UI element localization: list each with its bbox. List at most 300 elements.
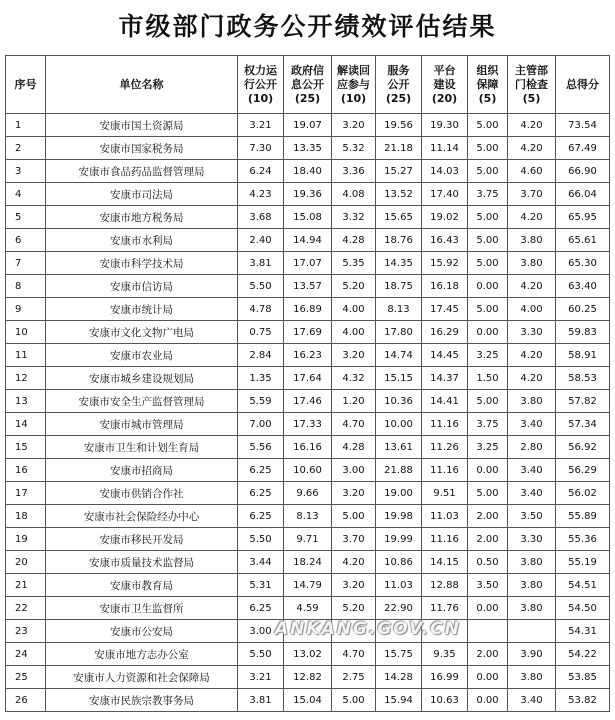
col-power-cell: 2.84 [238, 344, 284, 367]
col-platform-cell: 19.30 [422, 114, 468, 137]
col-total-cell: 54.22 [556, 643, 610, 666]
col-support-cell: 0.00 [468, 459, 508, 482]
col-support-cell: 2.00 [468, 643, 508, 666]
col-index-header [6, 56, 46, 114]
col-power-cell: 3.21 [238, 114, 284, 137]
table-row [6, 298, 610, 321]
table-row [6, 482, 610, 505]
col-support-cell: 5.00 [468, 390, 508, 413]
table-row [6, 137, 610, 160]
col-index-cell: 14 [6, 413, 46, 436]
col-inspection-cell: 3.80 [508, 666, 556, 689]
col-inspection-cell: 3.70 [508, 183, 556, 206]
col-platform-cell: 16.99 [422, 666, 468, 689]
col-unit-name-header [46, 56, 238, 114]
col-support-cell: 5.00 [468, 160, 508, 183]
col-index-cell: 22 [6, 597, 46, 620]
col-unit-name-cell: 安康市卫生监督所 [46, 597, 238, 620]
col-support-cell: 0.00 [468, 689, 508, 712]
col-interpret-cell: 4.70 [332, 413, 376, 436]
col-index-cell: 18 [6, 505, 46, 528]
col-total-cell: 54.51 [556, 574, 610, 597]
col-info-cell: 17.33 [284, 413, 332, 436]
header-line: 序号 [14, 77, 37, 91]
col-info-cell: 10.60 [284, 459, 332, 482]
col-info-cell: 13.57 [284, 275, 332, 298]
col-unit-name-cell: 安康市卫生和计划生育局 [46, 436, 238, 459]
col-power-cell: 7.30 [238, 137, 284, 160]
col-power-cell: 3.21 [238, 666, 284, 689]
col-support-cell: 5.00 [468, 252, 508, 275]
col-service-cell: 19.98 [376, 505, 422, 528]
col-interpret-cell: 5.20 [332, 597, 376, 620]
header-line: 公开 [387, 77, 410, 91]
col-power-cell: 7.00 [238, 413, 284, 436]
col-platform-cell: 16.18 [422, 275, 468, 298]
col-total-cell: 58.53 [556, 367, 610, 390]
col-support-cell: 5.00 [468, 229, 508, 252]
col-interpret-cell: 3.36 [332, 160, 376, 183]
table-row [6, 574, 610, 597]
col-service-cell: 15.65 [376, 206, 422, 229]
header-line: 政府信 [291, 63, 324, 77]
col-info-cell: 8.13 [284, 505, 332, 528]
col-total-cell: 55.19 [556, 551, 610, 574]
col-index-cell: 17 [6, 482, 46, 505]
col-support-cell: 0.00 [468, 275, 508, 298]
col-platform-cell: 11.14 [422, 137, 468, 160]
col-support-cell: 5.00 [468, 298, 508, 321]
header-line: (25) [385, 91, 412, 105]
col-index-cell: 2 [6, 137, 46, 160]
col-interpret-cell: 4.28 [332, 229, 376, 252]
col-total-cell: 58.91 [556, 344, 610, 367]
col-total-header [556, 56, 610, 114]
col-unit-name-cell: 安康市安全生产监督管理局 [46, 390, 238, 413]
table-row [6, 367, 610, 390]
col-power-cell: 3.68 [238, 206, 284, 229]
table-header [6, 56, 610, 114]
col-interpret-cell: 1.20 [332, 390, 376, 413]
col-index-cell: 6 [6, 229, 46, 252]
col-inspection-cell: 3.80 [508, 390, 556, 413]
col-total-cell: 55.89 [556, 505, 610, 528]
col-total-cell: 53.85 [556, 666, 610, 689]
col-inspection-cell: 3.90 [508, 643, 556, 666]
page-title: 市级部门政务公开绩效评估结果 [118, 12, 497, 41]
col-support-cell: 0.50 [468, 551, 508, 574]
col-platform-cell: 16.43 [422, 229, 468, 252]
col-platform-cell: 11.16 [422, 459, 468, 482]
col-service-cell: 22.90 [376, 597, 422, 620]
col-inspection-cell: 3.30 [508, 528, 556, 551]
col-total-cell: 55.36 [556, 528, 610, 551]
col-info-cell: 9.66 [284, 482, 332, 505]
header-line: 组织 [476, 63, 499, 77]
col-info-cell: 9.71 [284, 528, 332, 551]
col-info-cell: 16.89 [284, 298, 332, 321]
col-index-cell: 5 [6, 206, 46, 229]
col-unit-name-cell: 安康市地方志办公室 [46, 643, 238, 666]
results-table [5, 55, 610, 712]
col-index-cell: 13 [6, 390, 46, 413]
header-line: 息公开 [291, 77, 324, 91]
col-service-cell: 21.88 [376, 459, 422, 482]
col-unit-name-cell: 安康市城乡建设规划局 [46, 367, 238, 390]
header-line: 权力运 [244, 63, 277, 77]
col-index-cell: 11 [6, 344, 46, 367]
col-power-cell: 6.25 [238, 482, 284, 505]
col-info-cell: 12.82 [284, 666, 332, 689]
table-row [6, 689, 610, 712]
col-inspection-cell: 4.60 [508, 160, 556, 183]
col-unit-name-cell: 安康市人力资源和社会保障局 [46, 666, 238, 689]
col-total-cell: 65.61 [556, 229, 610, 252]
col-index-cell: 15 [6, 436, 46, 459]
col-service-cell: 19.56 [376, 114, 422, 137]
col-inspection-header [508, 56, 556, 114]
col-index-cell: 26 [6, 689, 46, 712]
col-index-cell: 1 [6, 114, 46, 137]
col-inspection-cell: 3.40 [508, 482, 556, 505]
col-inspection-cell [508, 620, 556, 643]
col-total-cell: 56.29 [556, 459, 610, 482]
col-unit-name-cell: 安康市质量技术监督局 [46, 551, 238, 574]
col-unit-name-cell: 安康市供销合作社 [46, 482, 238, 505]
col-support-cell: 0.00 [468, 321, 508, 344]
col-unit-name-cell: 安康市公安局 [46, 620, 238, 643]
table-row [6, 459, 610, 482]
col-support-cell: 3.25 [468, 436, 508, 459]
col-interpret-cell: 2.75 [332, 666, 376, 689]
col-inspection-cell: 4.20 [508, 275, 556, 298]
table-row [6, 551, 610, 574]
col-support-cell [468, 620, 508, 643]
table-row [6, 160, 610, 183]
col-unit-name-cell: 安康市城市管理局 [46, 413, 238, 436]
col-info-cell: 16.16 [284, 436, 332, 459]
col-unit-name-cell: 安康市水利局 [46, 229, 238, 252]
col-info-cell: 13.02 [284, 643, 332, 666]
col-support-cell: 3.75 [468, 183, 508, 206]
col-info-cell: 14.94 [284, 229, 332, 252]
table-row [6, 275, 610, 298]
col-interpret-cell: 4.32 [332, 367, 376, 390]
table-row [6, 206, 610, 229]
col-service-cell: 17.80 [376, 321, 422, 344]
col-total-cell: 57.34 [556, 413, 610, 436]
header-line: (10) [247, 91, 274, 105]
col-total-cell: 66.90 [556, 160, 610, 183]
col-interpret-cell: 5.00 [332, 689, 376, 712]
col-inspection-cell: 3.40 [508, 459, 556, 482]
col-inspection-cell: 4.20 [508, 137, 556, 160]
col-inspection-cell: 4.00 [508, 298, 556, 321]
col-support-cell: 2.00 [468, 505, 508, 528]
table-row [6, 643, 610, 666]
col-index-cell: 9 [6, 298, 46, 321]
col-platform-header [422, 56, 468, 114]
col-platform-cell: 16.29 [422, 321, 468, 344]
col-interpret-cell: 4.70 [332, 643, 376, 666]
col-inspection-cell: 4.20 [508, 344, 556, 367]
col-info-cell: 19.07 [284, 114, 332, 137]
col-power-cell: 5.50 [238, 643, 284, 666]
col-platform-cell: 11.76 [422, 597, 468, 620]
header-line: (20) [431, 91, 458, 105]
col-interpret-cell: 3.20 [332, 574, 376, 597]
col-unit-name-cell: 安康市食品药品监督管理局 [46, 160, 238, 183]
col-platform-cell: 15.92 [422, 252, 468, 275]
col-service-cell: 19.99 [376, 528, 422, 551]
col-support-cell: 2.00 [468, 528, 508, 551]
col-power-header [238, 56, 284, 114]
col-support-cell: 3.50 [468, 574, 508, 597]
col-service-cell: 21.18 [376, 137, 422, 160]
col-interpret-cell: 5.32 [332, 137, 376, 160]
col-total-cell: 54.50 [556, 597, 610, 620]
col-index-cell: 25 [6, 666, 46, 689]
col-interpret-cell: 4.08 [332, 183, 376, 206]
header-line: 保障 [476, 77, 499, 91]
table-row [6, 597, 610, 620]
table-row [6, 183, 610, 206]
col-power-cell: 5.59 [238, 390, 284, 413]
col-service-cell: 13.52 [376, 183, 422, 206]
col-platform-cell: 11.03 [422, 505, 468, 528]
col-info-cell: 15.08 [284, 206, 332, 229]
col-interpret-cell: 3.32 [332, 206, 376, 229]
col-index-cell: 4 [6, 183, 46, 206]
col-info-cell: 18.40 [284, 160, 332, 183]
col-platform-cell: 11.16 [422, 528, 468, 551]
col-power-cell: 3.81 [238, 252, 284, 275]
col-interpret-cell: 4.28 [332, 436, 376, 459]
header-line: (10) [340, 91, 367, 105]
col-index-cell: 24 [6, 643, 46, 666]
col-interpret-cell: 4.00 [332, 298, 376, 321]
col-info-cell: 17.46 [284, 390, 332, 413]
col-interpret-cell: 5.00 [332, 505, 376, 528]
header-line: 门检查 [515, 77, 548, 91]
header-line: 平台 [433, 63, 456, 77]
col-info-cell: 17.64 [284, 367, 332, 390]
col-service-cell: 15.15 [376, 367, 422, 390]
col-service-cell: 14.28 [376, 666, 422, 689]
col-unit-name-cell: 安康市招商局 [46, 459, 238, 482]
col-unit-name-cell: 安康市移民开发局 [46, 528, 238, 551]
col-service-cell: 10.86 [376, 551, 422, 574]
col-inspection-cell: 3.40 [508, 413, 556, 436]
col-total-cell: 65.30 [556, 252, 610, 275]
col-platform-cell: 14.03 [422, 160, 468, 183]
col-interpret-cell: 3.00 [332, 459, 376, 482]
col-info-cell: 18.24 [284, 551, 332, 574]
col-power-cell: 6.25 [238, 597, 284, 620]
col-power-cell: 2.40 [238, 229, 284, 252]
header-line: 行公开 [244, 77, 277, 91]
col-total-cell: 67.49 [556, 137, 610, 160]
col-total-cell: 54.31 [556, 620, 610, 643]
col-service-cell: 14.74 [376, 344, 422, 367]
col-power-cell: 5.31 [238, 574, 284, 597]
col-power-cell: 5.50 [238, 528, 284, 551]
col-platform-cell: 14.45 [422, 344, 468, 367]
header-line: (25) [294, 91, 321, 105]
col-info-cell: 15.04 [284, 689, 332, 712]
table-row [6, 252, 610, 275]
col-inspection-cell: 4.20 [508, 367, 556, 390]
table-row [6, 436, 610, 459]
col-interpret-cell: 3.20 [332, 114, 376, 137]
col-inspection-cell: 3.30 [508, 321, 556, 344]
col-platform-cell: 14.37 [422, 367, 468, 390]
col-unit-name-cell: 安康市国家税务局 [46, 137, 238, 160]
col-service-cell: 19.00 [376, 482, 422, 505]
col-unit-name-cell: 安康市国土资源局 [46, 114, 238, 137]
col-support-cell: 0.00 [468, 597, 508, 620]
col-power-cell: 4.78 [238, 298, 284, 321]
col-service-cell: 18.76 [376, 229, 422, 252]
header-line: 服务 [387, 63, 410, 77]
col-service-cell: 13.61 [376, 436, 422, 459]
col-info-cell: 16.23 [284, 344, 332, 367]
col-support-cell: 3.75 [468, 413, 508, 436]
col-total-cell: 59.83 [556, 321, 610, 344]
header-line: 建设 [433, 77, 456, 91]
table-row [6, 114, 610, 137]
col-interpret-cell: 4.20 [332, 551, 376, 574]
col-platform-cell: 19.02 [422, 206, 468, 229]
col-inspection-cell: 4.20 [508, 114, 556, 137]
col-power-cell: 6.24 [238, 160, 284, 183]
col-info-cell: 17.69 [284, 321, 332, 344]
col-info-cell: 14.79 [284, 574, 332, 597]
col-platform-cell: 11.16 [422, 413, 468, 436]
col-power-cell: 3.00 [238, 620, 284, 643]
col-platform-cell: 12.88 [422, 574, 468, 597]
col-info-cell: 4.59 [284, 597, 332, 620]
col-inspection-cell: 2.80 [508, 436, 556, 459]
col-power-cell: 0.75 [238, 321, 284, 344]
col-platform-cell: 17.45 [422, 298, 468, 321]
col-info-header [284, 56, 332, 114]
col-index-cell: 19 [6, 528, 46, 551]
col-support-cell: 5.00 [468, 114, 508, 137]
col-interpret-cell: 5.20 [332, 275, 376, 298]
col-inspection-cell: 3.80 [508, 574, 556, 597]
col-service-cell: 8.13 [376, 298, 422, 321]
col-interpret-cell: 4.00 [332, 321, 376, 344]
col-service-cell: 10.36 [376, 390, 422, 413]
col-platform-cell: 9.35 [422, 643, 468, 666]
col-power-cell: 6.25 [238, 505, 284, 528]
col-total-cell: 57.82 [556, 390, 610, 413]
col-index-cell: 12 [6, 367, 46, 390]
table-row [6, 413, 610, 436]
col-interpret-cell: 3.20 [332, 482, 376, 505]
col-total-cell: 60.25 [556, 298, 610, 321]
col-power-cell: 4.23 [238, 183, 284, 206]
col-interpret-cell: 5.35 [332, 252, 376, 275]
col-index-cell: 23 [6, 620, 46, 643]
col-index-cell: 7 [6, 252, 46, 275]
col-inspection-cell: 3.80 [508, 597, 556, 620]
col-index-cell: 8 [6, 275, 46, 298]
col-inspection-cell: 3.50 [508, 505, 556, 528]
col-power-cell: 5.50 [238, 275, 284, 298]
col-total-cell: 65.95 [556, 206, 610, 229]
col-platform-cell: 14.15 [422, 551, 468, 574]
col-total-cell: 66.04 [556, 183, 610, 206]
col-total-cell: 73.54 [556, 114, 610, 137]
col-unit-name-cell: 安康市司法局 [46, 183, 238, 206]
table-row [6, 505, 610, 528]
header-line: 解读回 [337, 63, 370, 77]
col-info-cell: 17.07 [284, 252, 332, 275]
col-info-cell: 19.36 [284, 183, 332, 206]
col-support-cell: 3.25 [468, 344, 508, 367]
header-line: (5) [522, 91, 541, 105]
col-power-cell: 5.56 [238, 436, 284, 459]
col-index-cell: 16 [6, 459, 46, 482]
col-service-cell: 15.27 [376, 160, 422, 183]
header-line: 单位名称 [119, 77, 164, 91]
header-row [6, 56, 610, 114]
col-power-cell: 1.35 [238, 367, 284, 390]
table-row [6, 666, 610, 689]
col-inspection-cell: 3.40 [508, 689, 556, 712]
col-inspection-cell: 4.20 [508, 206, 556, 229]
col-unit-name-cell: 安康市民族宗教事务局 [46, 689, 238, 712]
table-row [6, 528, 610, 551]
col-unit-name-cell: 安康市农业局 [46, 344, 238, 367]
table-row [6, 344, 610, 367]
col-service-cell: 14.35 [376, 252, 422, 275]
col-platform-cell: 14.41 [422, 390, 468, 413]
col-service-cell: 15.75 [376, 643, 422, 666]
col-support-cell: 0.00 [468, 666, 508, 689]
col-index-cell: 3 [6, 160, 46, 183]
col-support-cell: 5.00 [468, 482, 508, 505]
col-unit-name-cell: 安康市地方税务局 [46, 206, 238, 229]
header-line: 应参与 [337, 77, 370, 91]
col-total-cell: 53.82 [556, 689, 610, 712]
header-line: (5) [478, 91, 497, 105]
col-power-cell: 3.81 [238, 689, 284, 712]
col-index-cell: 20 [6, 551, 46, 574]
col-unit-name-cell: 安康市社会保险经办中心 [46, 505, 238, 528]
col-unit-name-cell: 安康市科学技术局 [46, 252, 238, 275]
table-row [6, 321, 610, 344]
col-inspection-cell: 3.80 [508, 551, 556, 574]
col-total-cell: 56.02 [556, 482, 610, 505]
col-index-cell: 21 [6, 574, 46, 597]
col-service-cell: 11.03 [376, 574, 422, 597]
col-inspection-cell: 3.80 [508, 252, 556, 275]
col-support-cell: 5.00 [468, 206, 508, 229]
col-service-cell: 15.94 [376, 689, 422, 712]
col-support-cell: 5.00 [468, 137, 508, 160]
col-platform-cell: 17.40 [422, 183, 468, 206]
header-line: 主管部 [515, 63, 548, 77]
col-index-cell: 10 [6, 321, 46, 344]
site-watermark: ANKANG.GOV.CN [275, 619, 461, 639]
col-interpret-cell: 3.70 [332, 528, 376, 551]
col-interpret-cell: 3.20 [332, 344, 376, 367]
col-unit-name-cell: 安康市教育局 [46, 574, 238, 597]
col-unit-name-cell: 安康市统计局 [46, 298, 238, 321]
